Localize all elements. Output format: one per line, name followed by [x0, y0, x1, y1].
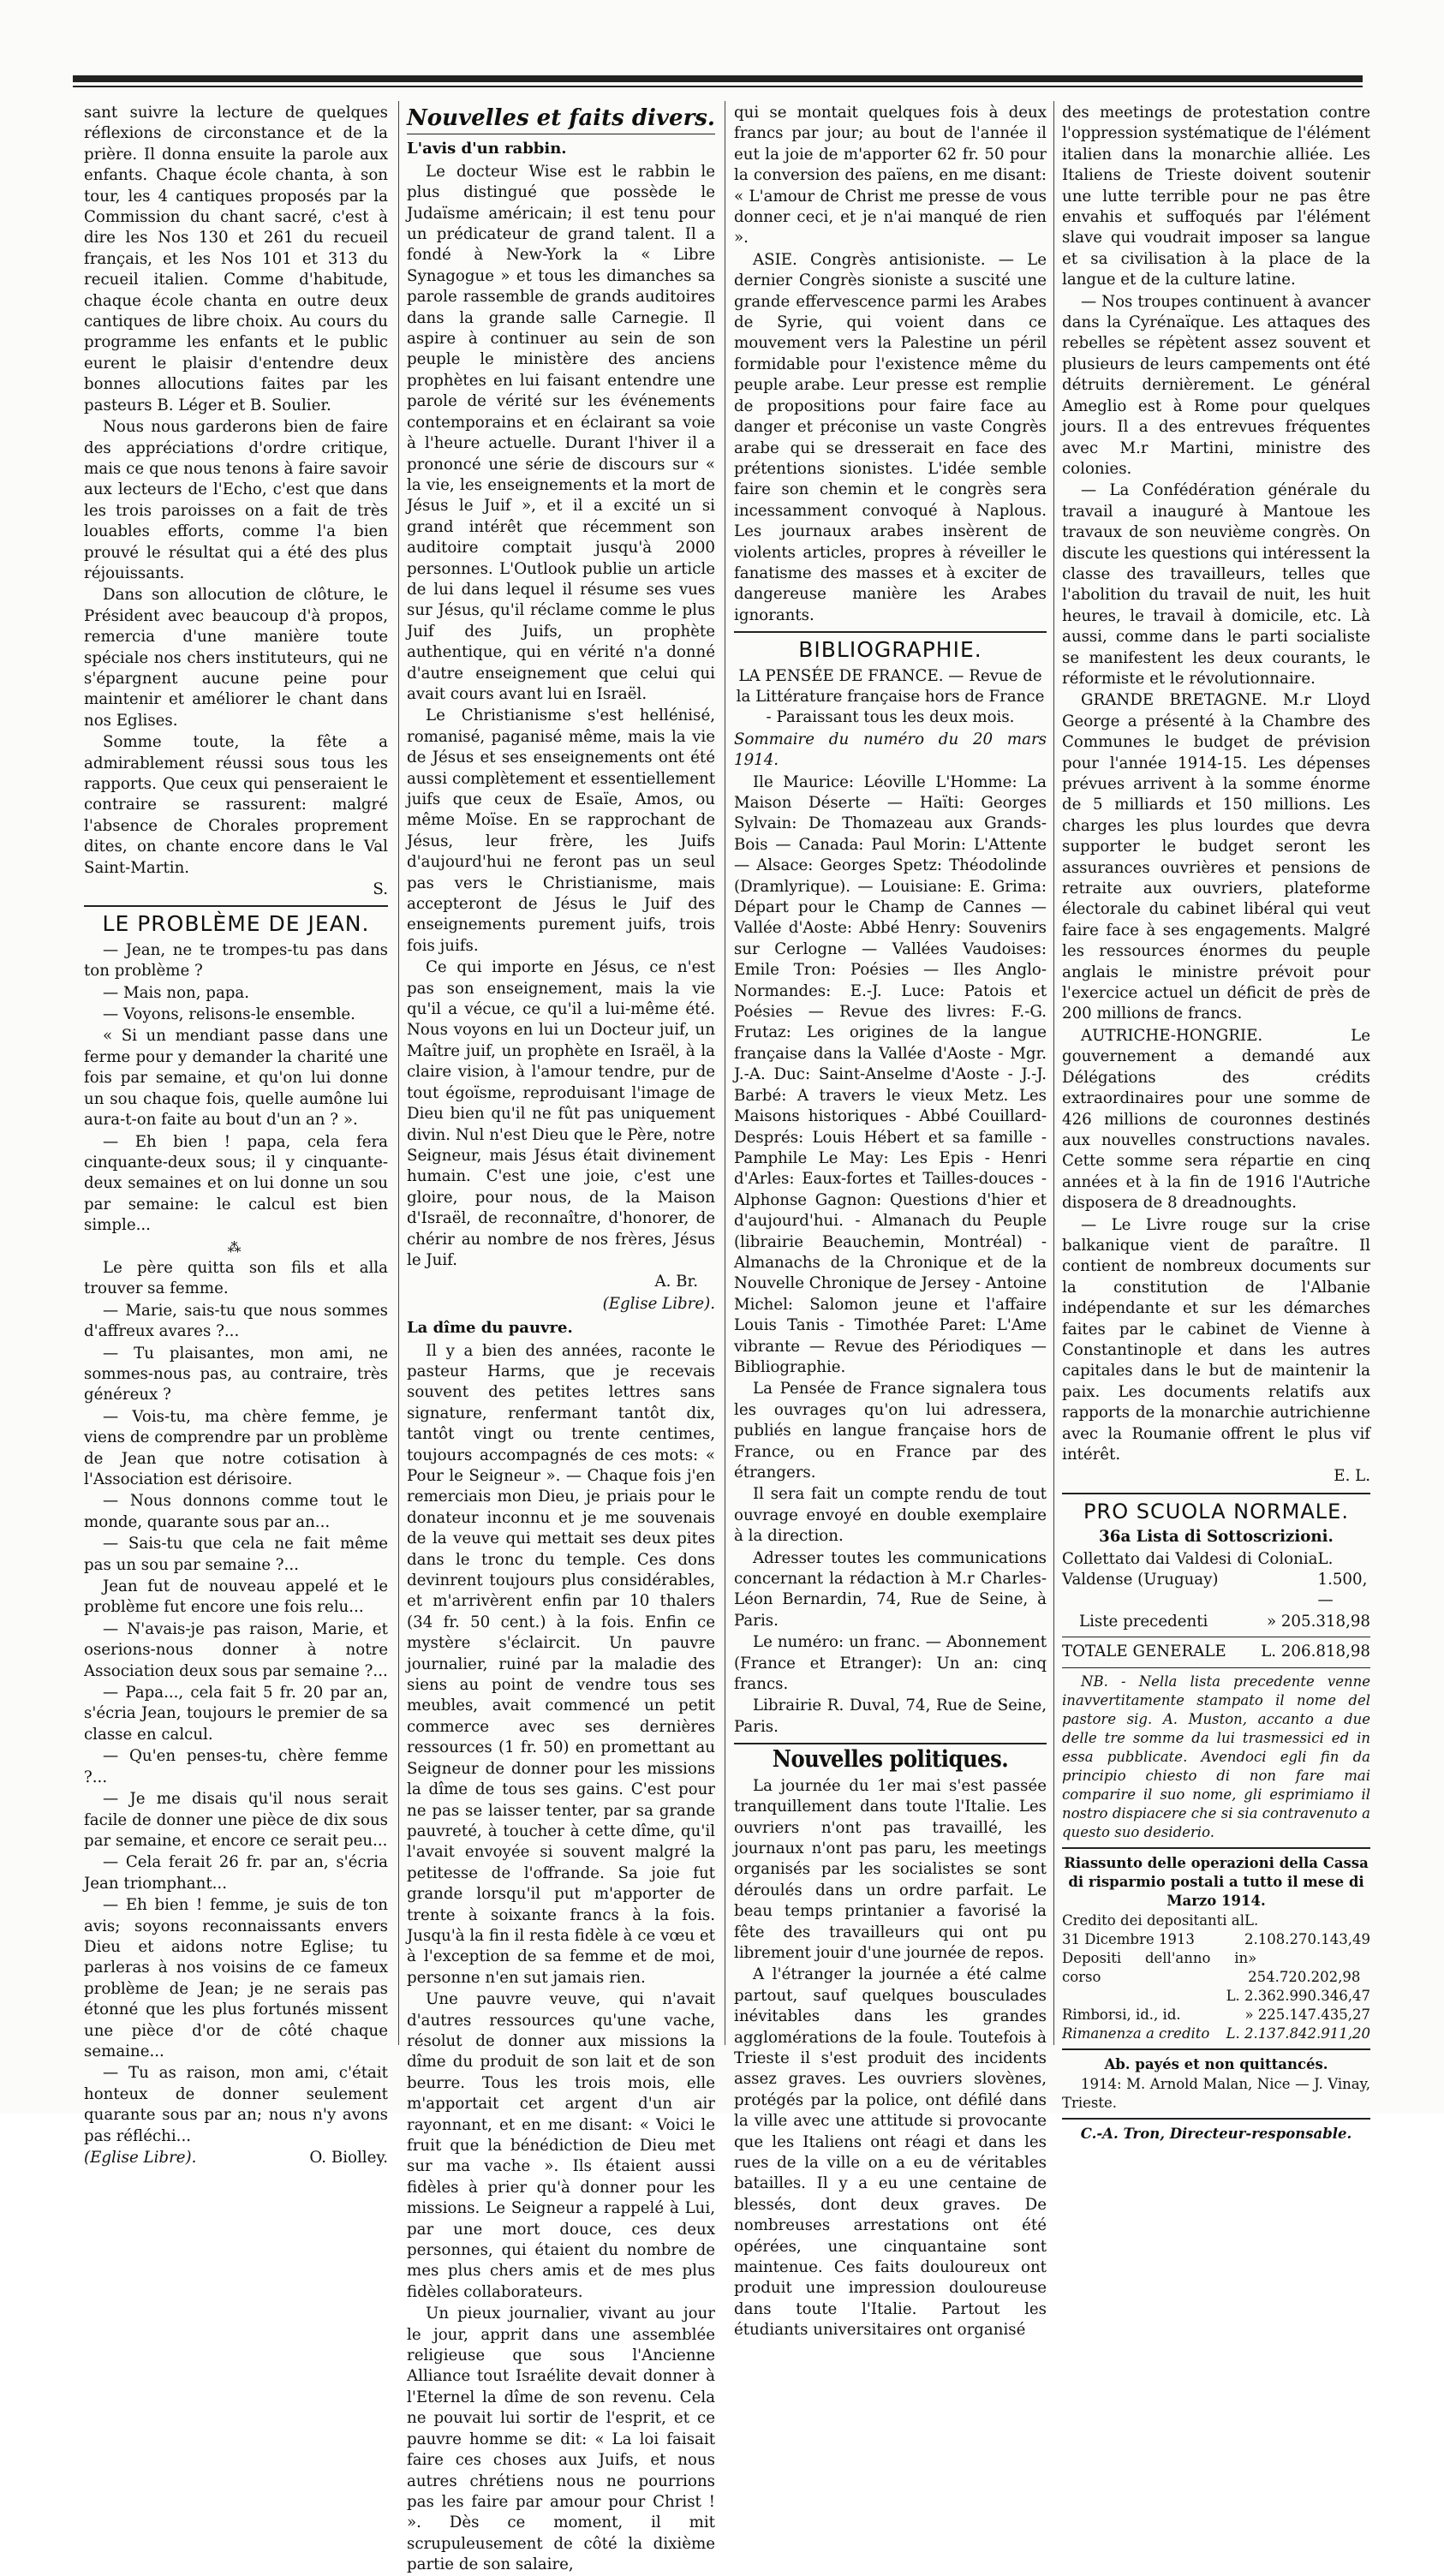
news-title: Nouvelles et faits divers.	[407, 105, 715, 131]
biblio-paragraph: Ile Maurice: Léoville L'Homme: La Maison Déserte — Haïti: Georges Sylvain: De Thomazeau aux Grands-Bois — Canada: Paul Morin: L'Attente — Alsace: Georges Spetz: Théodolinde (Dramlyrique). — Louisiane: E. Grima: Départ pour le Champ de Cannes — Vallée d'Aoste: Abbé Henry: Souvenirs sur Cerlogne — Vallées Vaudoises: Emile Tron: Poésies — Iles Anglo-Normandes: E.-J. Luce: Patois et Poésies — Revue des livres: F.-G. Frutaz: Les origines de la langue française dans la Vallée d'Aoste - Mgr. J.-A. Duc: Saint-Anselme d'Aoste - J.-J. Barbé: A travers le vieux Metz. Les Maisons historiques - Abbé Couillard-Després: Louis Hébert et sa famille - Pamphile Le May: Les Epis - Henri d'Arles: Eaux-fortes et Tailles-douces - Alphonse Gagnon: Questions d'hier et d'aujourd'hui. - Almanach du Peuple (librairie Beauchemin, Montréal) - Almanachs de la Chronique et de la Nouvelle Chronique de Jersey - Antoine Michel: Salomon jeune et l'affaire Louis Tanis - Timothée Paret: L'Ame vibrante — Revue des Périodiques — Bibliographie.	[734, 772, 1047, 1376]
biblio-paragraph: Il sera fait un compte rendu de tout ouvrage envoyé en double exemplaire à la direction.	[734, 1485, 1047, 1546]
story-paragraph: Le père quitta son fils et alla trouver sa femme.	[84, 1258, 388, 1298]
cassa-row-label: Rimanenza a credito	[1062, 2024, 1210, 2042]
scuola-subtitle: 36a Lista di Sottoscrizioni.	[1099, 1528, 1334, 1547]
section-rule	[734, 631, 1047, 633]
section-rule	[734, 1743, 1047, 1744]
scuola-row-value: L. 1.500,—	[1317, 1549, 1368, 1610]
scuola-row-label: Collettato dai Valdesi di Colonia Valdense (Uruguay)	[1062, 1549, 1318, 1589]
top-rule	[73, 75, 1363, 82]
cassa-row-value: » 254.720.202,98	[1248, 1949, 1361, 1985]
scuola-total-label: TOTALE GENERALE	[1062, 1643, 1226, 1661]
politics-paragraph: La journée du 1er mai s'est passée tranquillement dans toute l'Italie. Les ouvriers n'ont pas travaillé, les journaux n'ont pas paru, les meetings organisés par les socialistes se sont déroulés dans un ordre parfait. Le beau temps printanier a favorisé la fête des travailleurs qui ont pu librement jouir d'une journée de repos.	[734, 1776, 1047, 1962]
intro-paragraph: sant suivre la lecture de quelques réflexions de circonstance et de la prière. Il donna ensuite la parole aux enfants. Chaque école chanta, à son tour, les 4 cantiques proposés par la Commission du chant sacré, c'est à dire les Nos 130 et 261 du recueil français, et les Nos 101 et 313 du recueil italien. Comme d'habitude, chaque école chanta en outre deux cantiques de libre choix. Au cours du programme les enfants et le public eurent le plaisir d'entendre deux bonnes allocutions faites par les pasteurs B. Léger et B. Soulier.	[84, 104, 388, 414]
asterism: ⁂	[227, 1238, 245, 1255]
politics-title: Nouvelles politiques.	[772, 1746, 1009, 1774]
scuola-row-label: Liste precedenti	[1079, 1612, 1208, 1631]
cassa-row	[1062, 2006, 1370, 2024]
total-rule	[1062, 1667, 1370, 1668]
column-divider	[1053, 101, 1054, 2045]
intro-paragraph: Dans son allocution de clôture, le Président avec beaucoup d'à propos, remercia d'une manière toute spéciale nos chers instituteurs, qui ne s'épargnent aucune peine pour maintenir et améliorer le chant dans nos Eglises.	[84, 586, 388, 730]
story-signature-line	[84, 2148, 388, 2168]
politics-paragraph: A l'étranger la journée a été calme partout, sauf quelques bousculades inévitables dans les grandes agglomérations de la foule. Toutefois à Trieste il s'est produit des incidents assez graves. Les ouvriers slovènes, protégés par la police, ont défilé dans la ville avec une attitude si provocante que les Italiens ont réagi et dans les rues de la ville on a eu de véritables batailles. Il y a eu une centaine de blessés, dont deux graves. De nombreuses arrestations ont été opérées, une cinquantaine sont maintenue. Ces faits douloureux ont produit une impression douloureuse dans toute l'Italie. Partout les étudiants universitaires ont organisé	[734, 1965, 1047, 2340]
intro-signature: S.	[373, 880, 388, 899]
story-paragraph: — Tu plaisantes, mon ami, ne sommes-nous pas, au contraire, très généreux ?	[84, 1344, 388, 1404]
politics-continuation: — Le Livre rouge sur la crise balkanique vient de paraître. Il contient de nombreux documents sur la constitution de l'Albanie indépendante et sur les démarches faites par le cabinet de Vienne à Constantinople et dans les autres capitales dans le but de maintenir la paix. Les documents relatifs aux rapports de la monarchie autrichienne avec la Roumanie offrent le plus vif intérêt.	[1062, 1215, 1370, 1464]
cassa-row-value: » 225.147.435,27	[1244, 2006, 1370, 2023]
top-rule-thin	[73, 86, 1363, 87]
scuola-row-value: » 205.318,98	[1266, 1612, 1370, 1631]
column-divider	[398, 101, 399, 2045]
biblio-paragraph: Le numéro: un franc. — Abonnement (France et Etranger): Un an: cinq francs.	[734, 1633, 1047, 1694]
story-paragraph: — Je me disais qu'il nous serait facile de donner une pièce de dix sous par semaine, et encore ce serait peu...	[84, 1790, 388, 1850]
story-paragraph: « Si un mendiant passe dans une ferme pour y demander la charité une fois par semaine, et qu'on lui donne un sou chaque fois, quelle aumône lui aura-t-on faite au bout d'un an ? ».	[84, 1027, 388, 1130]
cassa-row	[1062, 2024, 1370, 2043]
column-3	[734, 103, 1047, 2340]
biblio-paragraph: La Pensée de France signalera tous les ouvrages qu'on lui adressera, publiés en langue française hors de France, ou en France par des étrangers.	[734, 1380, 1047, 1482]
politics-continuation: — Nos troupes continuent à avancer dans la Cyrénaïque. Les attaques des rebelles se répètent assez souvent et plusieurs de leurs campements ont été détruits dernièrement. Le général Ameglio est à Rome pour quelques jours. Il a des entrevues fréquentes avec M.r Martini, ministre des colonies.	[1062, 292, 1370, 478]
section-rule	[84, 905, 388, 907]
rabbin-source: (Eglise Libre).	[602, 1294, 715, 1313]
rabbin-paragraph: Le docteur Wise est le rabbin le plus distingué que possède le Judaïsme américain; il est tenu pour un prédicateur de grand talent. Il a fondé à New-York la « Libre Synagogue » et tous les dimanches sa parole rassemble de grands auditoires dans la grande salle Carnegie. Il aspire à continuer au sein de son peuple le ministère des anciens prophètes en lui faisant entendre une parole de vérité sur les événements contemporains et en éclairant sa voie à l'heure actuelle. Durant l'hiver il a prononcé une série de discours sur « la vie, les enseignements et la mort de Jésus le Juif », et il a excité un si grand intérêt que récemment son auditoire comptait jusqu'à 2000 personnes. L'Outlook publie un article de lui dans lequel il résume ses vues sur Jésus, qu'il réclame comme le plus Juif des Juifs, un prophète authentique, qui en vérité n'a donné d'autre enseignement que celui qui avait cours avant lui en Israël.	[407, 162, 715, 703]
cassa-row-label: Rimborsi, id., id.	[1062, 2006, 1181, 2023]
scuola-note: NB. - Nella lista precedente venne inavvertitamente stampato il nome del pastore sig. A. Muston, accanto a due delle tre somme da lui trasmessici ed in essa pubblicate. Avendoci egli fin da principio chiesto di non fare mai comparire il suo nome, gli esprimiamo il nostro dispiacere che si sia contravenuto a questo suo desiderio.	[1062, 1673, 1370, 1840]
story-source: (Eglise Libre).	[84, 2149, 197, 2167]
cassa-row	[1062, 1911, 1370, 1949]
story-paragraph: — N'avais-je pas raison, Marie, et oserions-nous donner à notre Association deux sous par semaine ?...	[84, 1619, 388, 1680]
story-paragraph: — Papa..., cela fait 5 fr. 20 par an, s'écria Jean, toujours le premier de sa classe en calcul.	[84, 1684, 388, 1744]
politics-continuation: AUTRICHE-HONGRIE. Le gouvernement a demandé aux Délégations des crédits extraordinaires pour une somme de 426 millions de couronnes destinés aux nouvelles constructions navales. Cette somme sera répartie en cinq années et à la fin de 1916 l'Autriche disposera de 8 dreadnoughts.	[1062, 1026, 1370, 1213]
rabbin-paragraph: Le Christianisme s'est hellénisé, romanisé, paganisé même, mais la vie de Jésus et ses enseignements ont été aussi complètement et essentiellement juifs que ceux de Esaïe, Amos, ou même Moïse. En se rapprochant de Jésus, leur frère, les Juifs d'aujourd'hui ne feront pas un seul pas vers le Christianisme, mais accepteront de Jésus le Juif des enseignements purement juifs, trois fois juifs.	[407, 707, 715, 955]
section-rule	[1062, 1847, 1370, 1849]
cassa-row	[1062, 1987, 1370, 2006]
column-1	[84, 103, 388, 2167]
story-paragraph: — Cela ferait 26 fr. par an, s'écria Jean triomphant...	[84, 1853, 388, 1893]
politics-continuation: — La Confédération générale du travail a inauguré à Mantoue les travaux de son neuvième congrès. On discute les questions qui intéressent la classe des travailleurs, telles que l'abolition du travail de nuit, les huit heures, le travail à domicile, etc. Là aussi, comme dans le parti socialiste se manifestent les deux courants, le réformiste et le révolutionnaire.	[1062, 481, 1370, 688]
column-2	[407, 103, 715, 2574]
story-paragraph: — Mais non, papa.	[103, 983, 250, 1002]
rabbin-heading: L'avis d'un rabbin.	[407, 140, 567, 158]
story-paragraph: — Voyons, relisons-le ensemble.	[103, 1005, 355, 1024]
story-paragraph: — Nous donnons comme tout le monde, quarante sous par an...	[84, 1492, 388, 1531]
story-paragraph: — Tu as raison, mon ami, c'était honteux de donner seulement quarante sous par an; nous n'y avons pas réfléchi...	[84, 2064, 388, 2145]
story-paragraph: — Eh bien ! femme, je suis de ton avis; soyons reconnaissants envers Dieu et aidons notre Eglise; tu parleras à nos voisins de ce fameux problème de Jean; je ne serais pas étonné que les plus fortunés missent une pièce d'or de côté chaque semaine...	[84, 1896, 388, 2060]
cassa-row-label: Credito dei depositanti al 31 Dicembre 1913	[1062, 1911, 1245, 1947]
cassa-row	[1062, 1949, 1370, 1987]
biblio-paragraph: Adresser toutes les communications concernant la rédaction à M.r Charles-Léon Bernardin, 74, Rue de Seine, à Paris.	[734, 1548, 1047, 1630]
politics-signature: E. L.	[1334, 1467, 1370, 1486]
politics-continuation: des meetings de protestation contre l'oppression systématique de l'élément italien dans la monarchie alliée. Les Italiens de Trieste doivent soutenir une lutte terrible pour ne pas être envahis et suffoqués par l'élément slave qui voudrait imposer sa langue et sa civilisation à la place de la langue et de la culture latine.	[1062, 104, 1370, 289]
dime-paragraph: Une pauvre veuve, qui n'avait d'autres ressources qu'une vache, résolut de donner aux missions la dîme du produit de son lait et de son beurre. Tous les trois mois, elle m'apportait cet argent d'un air rayonnant, et en me disant: « Voici le fruit que la bénédiction de Dieu met sur ma vache ». Ils étaient aussi fidèles à prier qu'à donner pour les missions. Le Seigneur a rappelé à Lui, par une mort douce, ces deux personnes, qui étaient du nombre de mes plus chers amis et de mes plus fidèles collaborateurs.	[407, 1990, 715, 2301]
scuola-row	[1062, 1612, 1370, 1632]
abonnements-text: 1914: M. Arnold Malan, Nice — J. Vinay, Trieste.	[1062, 2075, 1370, 2111]
story-paragraph: — Sais-tu que cela ne fait même pas un sou par semaine ?...	[84, 1535, 388, 1574]
section-rule	[1062, 1493, 1370, 1494]
asie-paragraph: ASIE. Congrès antisioniste. — Le dernier Congrès sioniste a suscité une grande effervescence parmi les Arabes de Syrie, qui voient dans ce mouvement vers la Palestine un péril formidable pour l'existence même du peuple arabe. Leur presse est remplie de propositions pour faire face au danger et préconise un vaste Congrès arabe qui se dresserait en face des prétentions sionistes. L'idée semble faire son chemin et le congrès sera incessamment convoqué à Naplous. Les journaux arabes insèrent de violents articles, propres à réveiller le fanatisme des masses et à exciter de dangereuse manière les Arabes ignorants.	[734, 250, 1047, 624]
scuola-total	[1062, 1642, 1370, 1662]
abonnements-title: Ab. payés et non quittancés.	[1104, 2055, 1328, 2072]
footer-director: C.-A. Tron, Directeur-responsable.	[1080, 2125, 1352, 2142]
biblio-paragraph: Librairie R. Duval, 74, Rue de Seine, Paris.	[734, 1696, 1047, 1736]
section-rule	[1062, 2118, 1370, 2120]
dime-paragraph: Un pieux journalier, vivant au jour le jour, apprit dans une assemblée religieuse que sous l'Ancienne Alliance tout Israélite devait donner à l'Eternel la dîme de son revenu. Cela ne pouvait lui sortir de l'esprit, et ce pauvre homme se dit: « La loi faisait faire ces choses aux Juifs, et nous autres chrétiens nous ne pourrions pas les faire par amour pour Christ ! ». Dès ce moment, il mit scrupuleusement de côté la dixième partie de son salaire,	[407, 2305, 715, 2574]
rabbin-signature: A. Br.	[654, 1273, 698, 1291]
cassa-row-value: L. 2.108.270.143,49	[1244, 1911, 1370, 1947]
cassa-row-label: Depositi dell'anno in corso	[1062, 1949, 1249, 1985]
story-paragraph: — Jean, ne te trompes-tu pas dans ton problème ?	[84, 940, 388, 981]
story-paragraph: Jean fut de nouveau appelé et le problème fut encore une fois relu...	[84, 1577, 388, 1617]
cassa-row-value: L. 2.362.990.346,47	[1226, 1987, 1370, 2004]
story-paragraph: — Qu'en penses-tu, chère femme ?...	[84, 1747, 388, 1786]
biblio-paragraph: LA PENSÉE DE FRANCE. — Revue de la Littérature française hors de France - Paraissant tous les deux mois.	[736, 666, 1045, 727]
intro-paragraph: Nous nous garderons bien de faire des appréciations d'ordre critique, mais ce que nous tenons à faire savoir aux lecteurs de l'Echo, c'est que dans les trois paroisses on a fait de très louables efforts, comme l'a bien prouvé le résultat qui a été des plus réjouissants.	[84, 418, 388, 582]
dime-continuation: qui se montait quelques fois à deux francs par jour; au bout de l'année il eut la joie de m'apporter 62 fr. 50 pour la conversion des païens, en me disant: « L'amour de Christ me presse de vous donner ceci, et je n'ai manqué de rien ».	[734, 104, 1047, 247]
section-rule	[1062, 2048, 1370, 2050]
politics-continuation: GRANDE BRETAGNE. M.r Lloyd George a présenté à la Chambre des Communes le budget de prévision pour l'année 1914-15. Les dépenses prévues arrivent à la somme énorme de 5 milliards et 150 millions. Les charges les plus lourdes que devra supporter le budget seront les assurances ouvrières et pensions de retraite aux ouvriers, plateforme électorale du cabinet libéral qui veut faire face à ses engagements. Malgré les ressources énormes du peuple anglais le ministre prévoit pour l'exercice actuel un déficit de près de 200 millions de francs.	[1062, 691, 1370, 1023]
story-paragraph: — Marie, sais-tu que nous sommes d'affreux avares ?...	[84, 1301, 388, 1341]
bibliography-title: BIBLIOGRAPHIE.	[798, 637, 982, 663]
cassa-row-value: L. 2.137.842.911,20	[1226, 2024, 1370, 2042]
biblio-paragraph: Sommaire du numéro du 20 mars 1914.	[734, 730, 1047, 770]
dime-paragraph: Il y a bien des années, raconte le pasteur Harms, que je recevais souvent des petites lettres sans signature, renfermant tantôt dix, tantôt vingt ou trente centimes, toujours accompagnés de ces mots: « Pour le Seigneur ». — Chaque fois j'en remerciais mon Dieu, je priais pour le donateur inconnu et je me souvenais de la veuve qui mettait ses deux pites dans le tronc du temple. Ces dons devinrent toujours plus considérables, et m'arrivèrent enfin par 10 thalers (34 fr. 50 cent.) à la fois. Enfin ce mystère s'éclaircit. Un pauvre journalier, ruiné par la maladie des siens au point de vendre tous ses meubles, avait commencé un petit commerce avec ses dernières ressources (1 fr. 50) en promettant au Seigneur de donner pour les missions la dîme de tous ses gains. C'est pour ne pas se laisser tenter, par sa grande pauvreté, à toucher à cette dîme, qu'il l'avait envoyée si souvent malgré la petitesse de l'offrande. Sa joie fut grande lorsqu'il put m'apporter de trente à soixante francs à la fois. Jusqu'à la fin il resta fidèle à ce vœu et à l'exception de sa femme et de moi, personne n'en sut jamais rien.	[407, 1341, 715, 1987]
story-author: O. Biolley.	[309, 2149, 388, 2167]
rabbin-paragraph: Ce qui importe en Jésus, ce n'est pas son enseignement, mais la vie qu'il a vécue, ce qu'il a lui-même été. Nous voyons en lui un Docteur juif, un Maître juif, un prophète en Israël, à la claire vision, à l'amour tendre, pur de tout égoïsme, reproduisant l'image de Dieu bien qu'il ne fût pas uniquement divin. Nul n'est Dieu que le Père, notre Seigneur, mais Jésus était divinement humain. C'est une joie, c'est une gloire, pour nous, de la Maison d'Israël, de reconnaître, d'honorer, de chérir au nombre de nos frères, Jésus le Juif.	[407, 958, 715, 1269]
cassa-title: Riassunto delle operazioni della Cassa di risparmio postali a tutto il mese di Marzo 1914.	[1064, 1854, 1369, 1909]
scuola-row	[1062, 1549, 1370, 1612]
dime-heading: La dîme du pauvre.	[407, 1319, 573, 1338]
scuola-total-value: L. 206.818,98	[1261, 1643, 1370, 1661]
intro-paragraph: Somme toute, la fête a admirablement réussi sous tous les rapports. Que ceux qui penseraient le contraire se rassurent: malgré l'absence de Chorales proprement dites, on chante encore dans le Val Saint-Martin.	[84, 733, 388, 877]
story-title: LE PROBLÈME DE JEAN.	[102, 911, 370, 937]
scuola-title: PRO SCUOLA NORMALE.	[1083, 1499, 1349, 1524]
column-4	[1062, 103, 1370, 2142]
story-paragraph: — Eh bien ! papa, cela fera cinquante-deux sous; il y cinquante-deux semaines et on lui donne un sou par semaine: le calcul est bien simple...	[84, 1132, 388, 1235]
story-paragraph: — Vois-tu, ma chère femme, je viens de comprendre par un problème de Jean que notre cotisation à l'Association est dérisoire.	[84, 1407, 388, 1488]
